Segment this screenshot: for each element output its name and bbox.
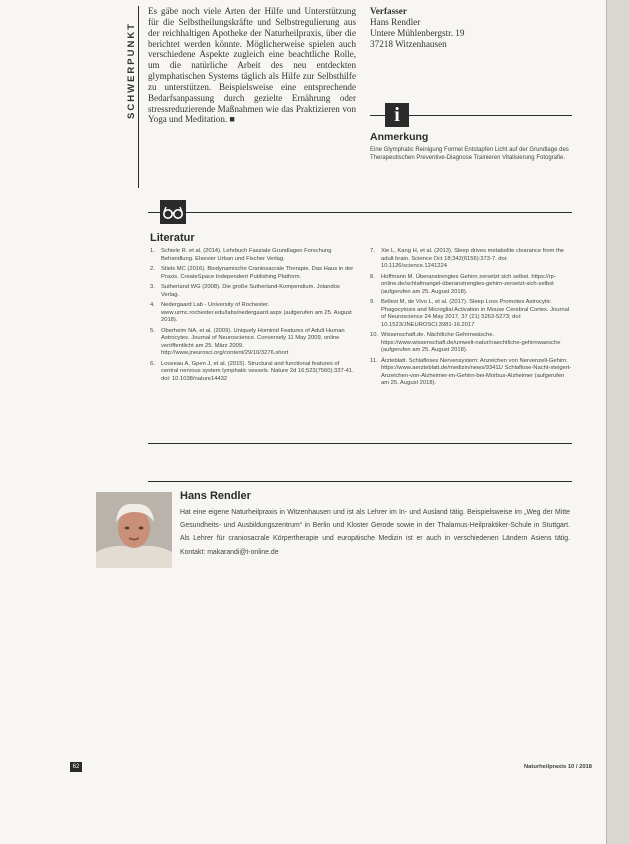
literature-divider <box>148 212 572 213</box>
bio-name: Hans Rendler <box>180 490 251 502</box>
author-street: Untere Mühlenbergstr. 19 <box>370 28 465 38</box>
reference-item: 9. Bellesi M, de Vivo L, et al. (2017). Sleep Loss Promotes Astrocytic Phagocytosis and Microglial Activation in Mouse Cerebral Cortex. Journal of Neuroscience 24 May 2017, 37 (21) 5263-5273; doi: 10.1523/JNEUROSCI.3981-16.2017 <box>370 299 570 328</box>
section-divider <box>138 6 139 188</box>
page-edge <box>606 0 630 844</box>
bio-divider <box>148 481 572 482</box>
author-heading: Verfasser <box>370 6 407 16</box>
reference-item: 10. Wissenschaft.de. Nächtliche Gehirnwäsche. https://www.wissenschaft.de/umwelt-natur/naechtliche-gehirnwaesche (aufgerufen am 25. August 2018). <box>370 332 561 353</box>
reference-item: 2. Stiels MC (2016). Biodynamische Craniosacrale Therapie. Das Haus in der Praxis. CreateSpace Independent Publishing Platform. <box>150 266 354 280</box>
reference-item: 4. Nedergaard Lab - University of Rochester. www.urmc.rochester.edu/labs/nedergaard.aspx (aufgerufen am 25. August 2018). <box>150 302 352 323</box>
journal-footer: Naturheilpraxis 10 / 2018 <box>524 764 592 770</box>
reference-list-left <box>150 248 358 386</box>
author-photo <box>96 492 172 568</box>
reference-item: 3. Sutherland WG (2008). Die große Sutherland-Kompendium. Jolandos Verlag. <box>150 284 340 298</box>
section-label: SCHWERPUNKT <box>126 22 137 119</box>
reference-item: 6. Louveau A, Gpen J, et al. (2015). Structural and functional features of central nervous system lymphatic vessels. Nature 2d 16;523(7560):337-41. doi: 10.1038/nature14432 <box>150 360 354 382</box>
author-city: 37218 Witzenhausen <box>370 39 447 49</box>
info-icon: i <box>385 103 409 127</box>
reference-list-right <box>370 248 572 391</box>
article-text: Es gäbe noch viele Arten der Hilfe und Unterstützung für die Selbstheilungskräfte und Selbstregulierung aus der reichhaltigen Apotheke der Naturheilpraxis, über die berichtet werden könnte. Möglicherweise spielen auch verschiedene Aspekte zugleich eine beachtliche Rolle, um die natürliche Arbeit des neu entdeckten glymphatischen Systems täglich als Hilfe zur Selbsthilfe zu unterstützen. Beispielsweise eine entsprechende Bedarfsanpassung durch gezielte Ernährung oder stressreduzierende Maßnahmen wie das Praktizieren von Yoga und Meditation. ■ <box>148 6 356 125</box>
reference-item: 5. Oberheim NA, et al. (2009). Uniquely Hominid Features of Adult Human Astrocytes. Journal of Neuroscience. Conversely 11 May 2009, online veröffentlicht am 25. März 2009. http://www.jneurosci.org/content/29/10/3276.short <box>150 327 345 356</box>
reference-item: 1. Schiele R. et al. (2014). Lehrbuch Fasziale Grundlagen Forschung Behandlung. Elsevier Urban und Fischer Verlag. <box>150 248 332 262</box>
reference-item: 7. Xie L, Kang H, et al. (2013). Sleep drives metabolite clearance from the adult brain. Science Oct 18;342(6156):373-7. doi: 10.1126/science.1241224 <box>370 248 565 269</box>
literature-title: Literatur <box>150 232 195 244</box>
glasses-icon <box>160 200 186 224</box>
bio-text: Hat eine eigene Naturheilpraxis in Witzenhausen und ist als Lehrer im In- und Ausland tätig. Beispielsweise im „Weg der Mitte Gesundheits- und Ausbildungszentrum“ in Berlin und Kloster Gerode sowie in der Thalamus-Heilpraktiker-Schule in Stuttgart. Als Lehrer für craniosacrale Körpertherapie und europäische Medizin ist er auch in verschiedenen Ländern Asiens tätig. Kontakt: makarandi@t-online.de <box>180 509 570 556</box>
page-number: 62 <box>70 762 82 772</box>
author-name: Hans Rendler <box>370 17 421 27</box>
reference-item: 11. Ärzteblatt. Schlafloses Nervensystem: Anzeichen von Nervenzell-Gehirn. https://www.aerzteblatt.de/medizin/news/93411/ Schlaflose-Nacht-steigert-Anzeichen-von-Alzheimer-im-Gehirn-bei-Morbus-Alzheimer (aufgerufen am 25. August 2018). <box>370 357 572 386</box>
reference-item: 8. Hoffmann M. Überanstrengtes Gehirn zersetzt sich selbst. https://rp-online.de/schlafmangel-überanstrengtes-gehirn-zersetzt-sich-selbst (aufgerufen am 25. August 2018). <box>370 273 556 295</box>
author-box <box>370 6 570 50</box>
note-title: Anmerkung <box>370 131 429 143</box>
bio-divider-top <box>148 443 572 444</box>
note-text: Eine Glymphatic Reinigung Formel Entstapfen Licht auf der Grundlage des Therapeutischen Preventive-Diagnose Trainieren Vitalisierung Fotografie. <box>370 147 569 161</box>
